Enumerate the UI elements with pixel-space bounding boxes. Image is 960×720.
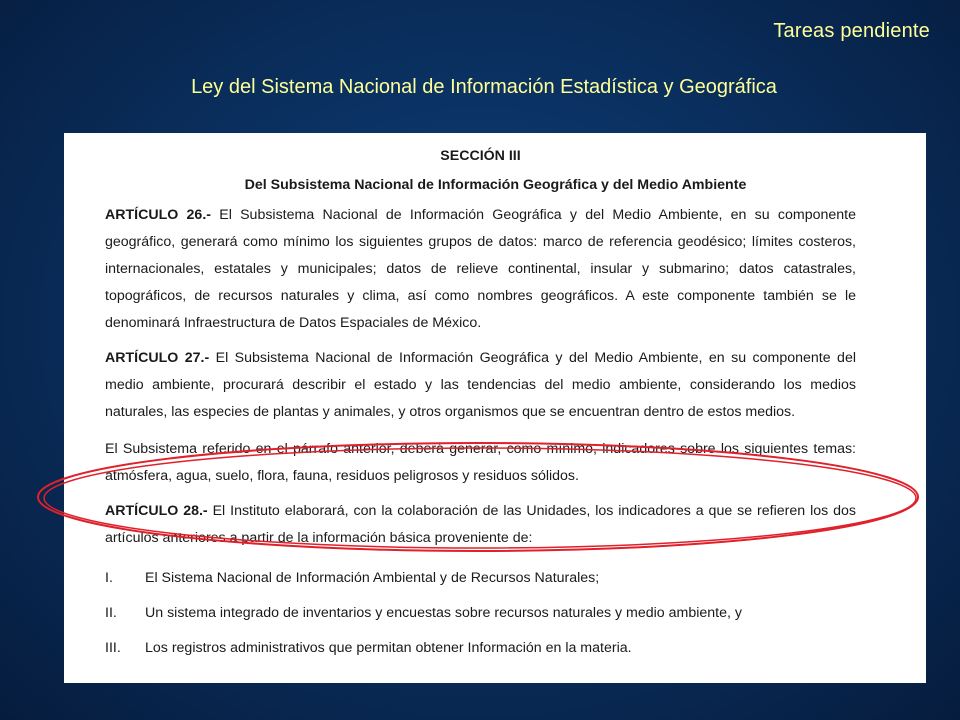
list-item-text: Un sistema integrado de inventarios y encuestas sobre recursos naturales y medio ambiente, y (145, 604, 742, 621)
list-item (105, 595, 856, 630)
article-28 (105, 498, 856, 552)
source-list (105, 560, 856, 665)
article-27 (105, 345, 856, 426)
list-item-number: I. (105, 569, 113, 586)
article-28-text: El Instituto elaborará, con la colaboración de las Unidades, los indicadores a que se refieren los dos artículos anteriores a partir de la información básica proveniente de: (105, 503, 856, 546)
slide-corner-label: Tareas pendiente (773, 20, 930, 42)
section-heading: SECCIÓN III (440, 148, 521, 164)
list-item-text: Los registros administrativos que permitan obtener Información en la materia. (145, 639, 632, 656)
article-26-text: El Subsistema Nacional de Información Geográfica y del Medio Ambiente, en su componente geográfico, generará como mínimo los siguientes grupos de datos: marco de referencia geodésico; límites costeros, internacionales, estatales y municipales; datos de relieve continental, insular y submarino; datos catastrales, topográficos, de recursos naturales y clima, así como nombres geográficos. A este componente también se le denominará Infraestructura de Datos Espaciales de México. (105, 207, 856, 331)
article-27-lead: ARTÍCULO 27.- (105, 350, 210, 366)
article-28-lead: ARTÍCULO 28.- (105, 503, 208, 519)
section-subtitle: Del Subsistema Nacional de Información Geográfica y del Medio Ambiente (244, 177, 747, 193)
slide-title: Ley del Sistema Nacional de Información Estadística y Geográfica (191, 76, 777, 98)
law-document-excerpt (64, 133, 926, 683)
article-27-text: El Subsistema Nacional de Información Geográfica y del Medio Ambiente, en su componente del medio ambiente, procurará describir el estado y las tendencias del medio ambiente, considerando los medios naturales, las especies de plantas y animales, y otros organismos que se encuentran dentro de estos medios. (105, 350, 856, 420)
list-item-number: II. (105, 604, 117, 621)
article-26-lead: ARTÍCULO 26.- (105, 207, 211, 223)
list-item (105, 630, 856, 665)
list-item (105, 560, 856, 595)
list-item-text: El Sistema Nacional de Información Ambiental y de Recursos Naturales; (145, 569, 600, 586)
list-item-number: III. (105, 639, 121, 656)
article-26 (105, 202, 856, 337)
article-27-paragraph-2: El Subsistema referido en el párrafo anterior, deberá generar, como mínimo, indicadores sobre los siguientes temas: atmósfera, agua, suelo, flora, fauna, residuos peligrosos y residuos sólidos. (105, 441, 856, 484)
